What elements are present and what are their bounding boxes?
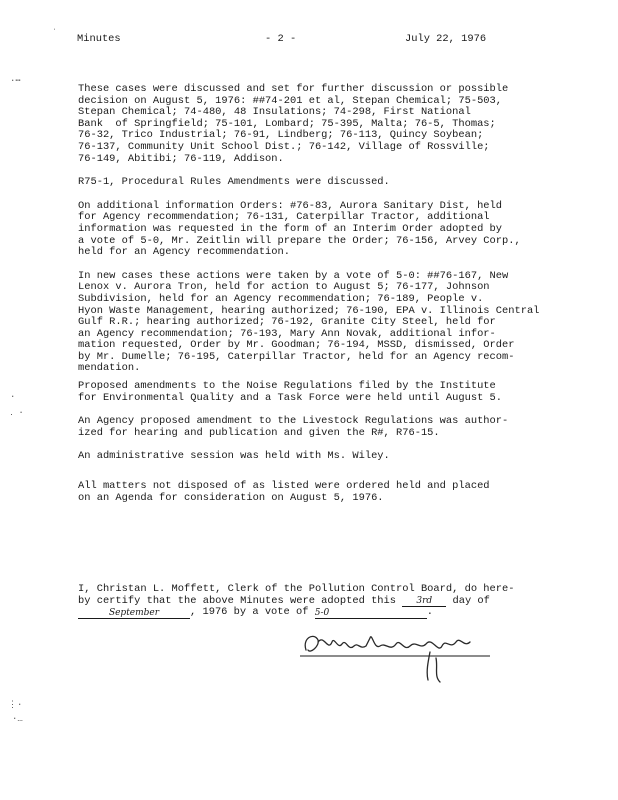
text-line: mendation. xyxy=(78,362,141,375)
minutes-paragraph xyxy=(78,481,578,504)
text-line: by Mr. Dumelle; 76-195, Caterpillar Tractor, held for an Agency recom- xyxy=(78,350,515,363)
text-line: mation requested, Order by Mr. Goodman; 76-194, MSSD, dismissed, Order xyxy=(78,339,515,352)
scan-mark: ˈ xyxy=(52,28,58,38)
certification-text: , 1976 by a vote of xyxy=(190,606,315,619)
clerk-signature xyxy=(300,628,490,688)
minutes-paragraph xyxy=(78,201,578,259)
minutes-paragraph xyxy=(78,451,578,463)
minutes-paragraph xyxy=(78,177,578,189)
certification-text: day of xyxy=(446,594,490,607)
text-line: 76-149, Abitibi; 76-119, Addison. xyxy=(78,152,284,165)
text-line: An administrative session was held with Ms. Wiley. xyxy=(78,450,390,463)
text-line: Hyon Waste Management, hearing authorized; 76-190, EPA v. Illinois Central xyxy=(78,304,540,317)
header-title: Minutes xyxy=(77,33,121,45)
scan-mark: · xyxy=(10,392,16,402)
certification xyxy=(78,584,578,619)
certification-line-1: I, Christan L. Moffett, Clerk of the Pollution Control Board, do here- xyxy=(78,583,515,595)
header-date: July 22, 1976 xyxy=(405,33,487,45)
text-line: Gulf R.R.; hearing authorized; 76-192, Granite City Steel, held for xyxy=(78,316,496,329)
text-line: decision on August 5, 1976: ##74-201 et al, Stepan Chemical; 75-503, xyxy=(78,94,503,107)
minutes-paragraph xyxy=(78,271,578,375)
text-line: Stepan Chemical; 74-480, 48 Insulations; 74-298, First National xyxy=(78,106,471,119)
adoption-month-field: September xyxy=(78,608,190,619)
text-line: for Agency recommendation; 76-131, Caterpillar Tractor, additional xyxy=(78,211,490,224)
text-line: 76-137, Community Unit School Dist.; 76-142, Village of Rossville; xyxy=(78,140,490,153)
text-line: for Environmental Quality and a Task Force were held until August 5. xyxy=(78,391,503,404)
vote-field: 5-0 xyxy=(315,608,427,619)
text-line: On additional information Orders: #76-83, Aurora Sanitary Dist, held xyxy=(78,199,503,212)
text-line: on an Agenda for consideration on August 5, 1976. xyxy=(78,491,384,504)
certification-text: by certify that the above Minutes were adopted this xyxy=(78,594,403,607)
text-line: Proposed amendments to the Noise Regulations filed by the Institute xyxy=(78,380,496,393)
certification-line-2 xyxy=(78,596,578,608)
minutes-body xyxy=(78,72,578,504)
text-line: Lenox v. Aurora Tron, held for action to August 5; 76-177, Johnson xyxy=(78,281,490,294)
text-line: R75-1, Procedural Rules Amendments were discussed. xyxy=(78,176,390,189)
certification-text: . xyxy=(426,606,433,619)
text-line: In new cases these actions were taken by a vote of 5-0: ##76-167, New xyxy=(78,269,509,282)
adoption-day-field: 3rd xyxy=(402,596,446,607)
text-line: These cases were discussed and set for further discussion or possible xyxy=(78,83,509,95)
text-line: 76-32, Trico Industrial; 76-91, Lindberg; 76-113, Quincy Soybean; xyxy=(78,129,484,142)
scan-mark: ․ · xyxy=(10,408,24,418)
text-line: a vote of 5-0, Mr. Zeitlin will prepare the Order; 76-156, Arvey Corp., xyxy=(78,234,521,247)
text-line: Subdivision, held for an Agency recommendation; 76-189, People v. xyxy=(78,292,484,305)
text-line: held for an Agency recommendation. xyxy=(78,246,291,259)
text-line: information was requested in the form of an Interim Order adopted by xyxy=(78,222,503,235)
text-line: All matters not disposed of as listed were ordered held and placed xyxy=(78,480,490,493)
page-number: - 2 - xyxy=(265,33,297,45)
minutes-paragraph xyxy=(78,381,578,404)
text-line: ized for hearing and publication and given the R#, R76-15. xyxy=(78,426,440,439)
text-line: An Agency proposed amendment to the Livestock Regulations was author- xyxy=(78,415,509,428)
certification-line-3 xyxy=(78,607,578,619)
text-line: Bank of Springfield; 75-101, Lombard; 75-395, Malta; 76-5, Thomas; xyxy=(78,117,496,130)
text-line: an Agency recommendation; 76-193, Mary Ann Novak, additional infor- xyxy=(78,327,496,340)
scan-mark: ⋮· xyxy=(8,700,23,710)
minutes-paragraph xyxy=(78,416,578,439)
scan-mark: ·⋯ xyxy=(10,76,21,86)
scan-mark: ·… xyxy=(12,714,23,724)
minutes-paragraph xyxy=(78,84,578,165)
